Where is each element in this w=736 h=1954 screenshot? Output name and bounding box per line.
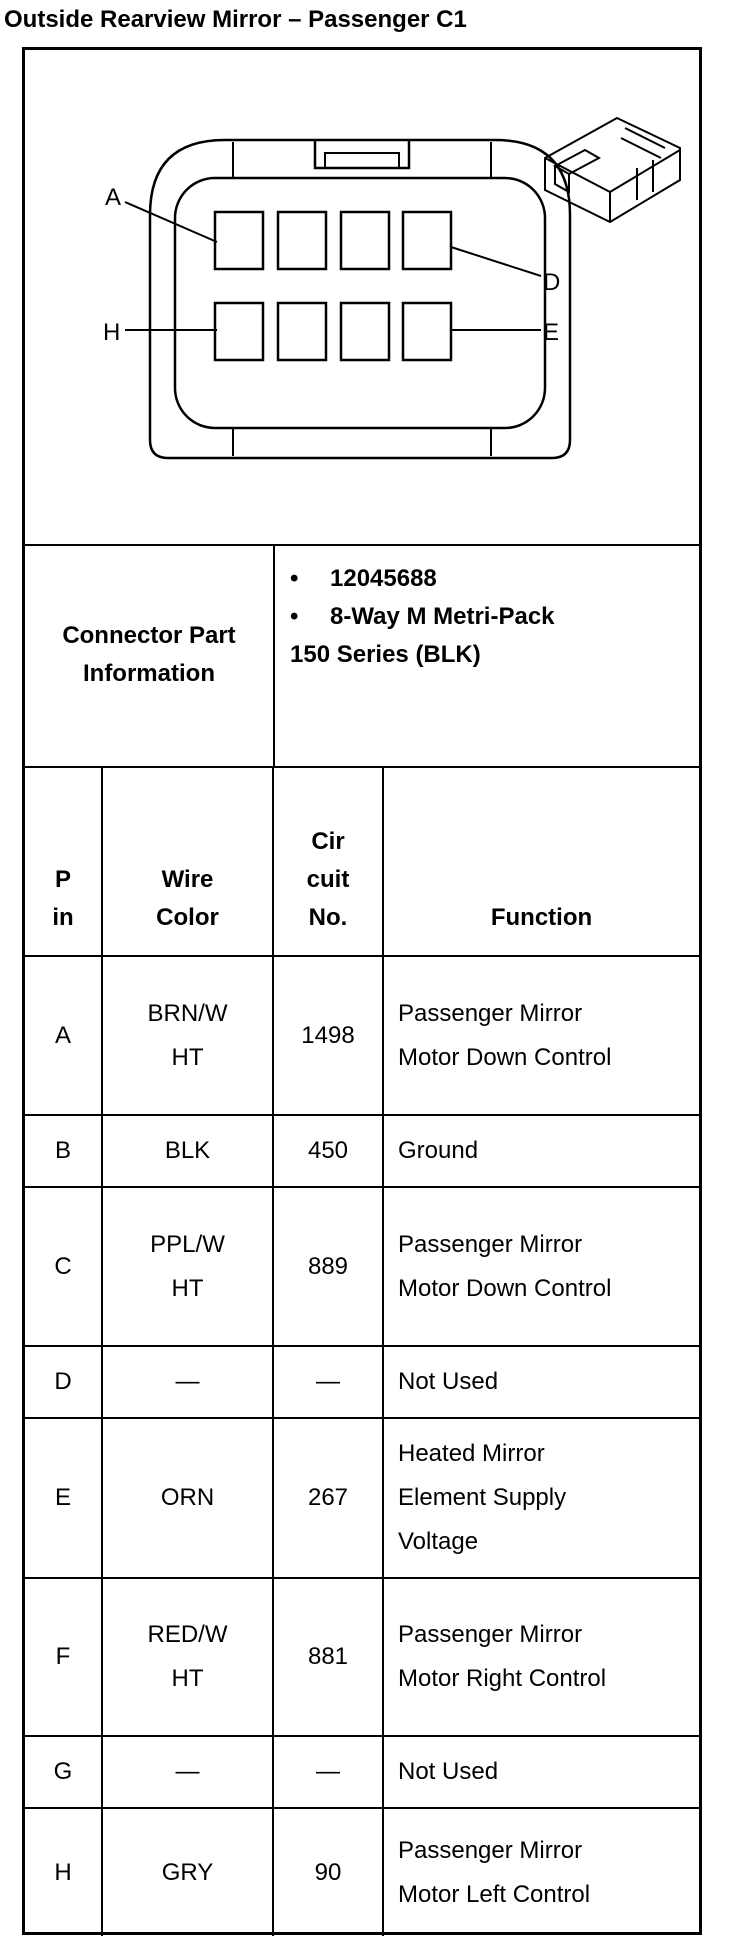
function-line: Motor Down Control [398, 1043, 612, 1071]
function-cell [383, 1736, 699, 1808]
function-line: Motor Down Control [398, 1274, 612, 1302]
description-line2: 150 Series (BLK) [290, 641, 481, 668]
pin-cell: H [25, 1808, 102, 1936]
connector-part-info [25, 544, 699, 768]
pin-cavity-e [403, 303, 451, 360]
table-row [25, 1115, 699, 1187]
description-item [290, 598, 555, 636]
pinout-table [25, 766, 699, 1936]
table-row [25, 1418, 699, 1578]
function-cell [383, 956, 699, 1115]
circuit-cell: — [273, 1346, 383, 1418]
connector-3d-icon [545, 118, 680, 222]
top-rail [233, 142, 491, 178]
function-line: Heated Mirror [398, 1440, 545, 1467]
wire-color-cell [102, 1808, 273, 1936]
header-pin-line2: in [52, 904, 74, 931]
wire-color-line: — [175, 1758, 200, 1785]
bullet-icon: • [290, 565, 299, 592]
pin-label-h: H [103, 319, 121, 346]
wire-color-line: HT [171, 1274, 204, 1302]
function-cell [383, 1346, 699, 1418]
description-line1: 8-Way M Metri-Pack [330, 603, 555, 630]
circuit-cell: 90 [273, 1808, 383, 1936]
table-row [25, 1187, 699, 1346]
function-line: Ground [398, 1137, 479, 1164]
function-line: Passenger Mirror [398, 999, 583, 1027]
pin-cell: G [25, 1736, 102, 1808]
page-title: Outside Rearview Mirror – Passenger C1 [4, 6, 467, 33]
header-circuit-no [273, 766, 383, 956]
wire-color-line: — [175, 1368, 200, 1395]
table-row [25, 1808, 699, 1936]
pin-label-a: A [105, 184, 122, 211]
function-cell [383, 1808, 699, 1936]
table-row [25, 1346, 699, 1418]
wire-color-line: PPL/W [150, 1230, 225, 1258]
bottom-rail [233, 428, 491, 456]
wire-color-line: ORN [160, 1484, 215, 1511]
pin-cell: F [25, 1578, 102, 1736]
circuit-cell: — [273, 1736, 383, 1808]
circuit-cell: 889 [273, 1187, 383, 1346]
function-line: Motor Right Control [398, 1665, 607, 1692]
table-row [25, 956, 699, 1115]
latch-inner [325, 153, 399, 168]
function-line: Motor Left Control [398, 1880, 591, 1908]
pin-cell: E [25, 1418, 102, 1578]
pin-cavity-h [215, 303, 263, 360]
table-header-row [25, 766, 699, 956]
pin-cell: B [25, 1115, 102, 1187]
wire-color-cell [102, 1578, 273, 1736]
connector-info-label-line2: Information [82, 660, 215, 687]
wire-color-cell [102, 1115, 273, 1187]
circuit-cell: 1498 [273, 956, 383, 1115]
function-cell [383, 1578, 699, 1736]
table-row [25, 1736, 699, 1808]
header-function [383, 766, 699, 956]
pin-cavity-g [278, 303, 326, 360]
pin-cell: D [25, 1346, 102, 1418]
wire-color-cell [102, 1418, 273, 1578]
connector-frame [22, 47, 702, 1935]
connector-info-label [25, 544, 275, 766]
circuit-cell: 267 [273, 1418, 383, 1578]
header-function-line1: Function [490, 904, 593, 931]
pin-label-e: E [543, 319, 560, 346]
connector-info-details [290, 560, 555, 674]
circuit-cell: 450 [273, 1115, 383, 1187]
wire-color-line: BRN/W [147, 999, 228, 1027]
table-row [25, 1578, 699, 1736]
connector-info-label-line1: Connector Part [62, 622, 236, 649]
function-line: Passenger Mirror [398, 1621, 583, 1648]
connector-face-drawing [25, 50, 699, 544]
circuit-cell: 881 [273, 1578, 383, 1736]
function-cell [383, 1115, 699, 1187]
leader-a [125, 202, 217, 242]
header-pin [25, 766, 102, 956]
leader-d [451, 247, 541, 276]
housing-outline [150, 140, 570, 458]
wire-color-cell [102, 1736, 273, 1808]
function-cell [383, 1187, 699, 1346]
wire-color-line: HT [171, 1043, 204, 1071]
wire-color-cell [102, 1187, 273, 1346]
wire-color-line: HT [171, 1665, 204, 1692]
function-line: Element Supply [398, 1484, 567, 1511]
function-line: Not Used [398, 1758, 499, 1785]
header-wire-color-line1: Wire [161, 866, 214, 893]
part-number: 12045688 [330, 565, 437, 592]
part-number-item [290, 560, 555, 598]
header-pin-line1: P [54, 866, 71, 893]
header-wire-color-line2: Color [156, 904, 219, 931]
pin-cell: A [25, 956, 102, 1115]
header-circuit-line1: Cir [311, 828, 345, 855]
header-circuit-line2: cuit [306, 866, 350, 893]
header-circuit-line3: No. [308, 904, 348, 931]
pin-cavity-b [278, 212, 326, 269]
function-line: Passenger Mirror [398, 1836, 583, 1864]
connector-diagram [25, 50, 699, 546]
wire-color-line: RED/W [147, 1621, 228, 1648]
bullet-icon: • [290, 603, 299, 630]
function-cell [383, 1418, 699, 1578]
function-line: Passenger Mirror [398, 1230, 583, 1258]
wire-color-cell [102, 956, 273, 1115]
function-line: Voltage [398, 1528, 479, 1555]
pin-cavity-d [403, 212, 451, 269]
pin-cavity-f [341, 303, 389, 360]
wire-color-cell [102, 1346, 273, 1418]
pin-cavity-a [215, 212, 263, 269]
pin-cell: C [25, 1187, 102, 1346]
function-line: Not Used [398, 1368, 499, 1395]
wire-color-line: BLK [164, 1137, 211, 1164]
header-wire-color [102, 766, 273, 956]
pin-cavity-c [341, 212, 389, 269]
wire-color-line: GRY [161, 1858, 214, 1886]
pin-label-d: D [543, 269, 561, 296]
